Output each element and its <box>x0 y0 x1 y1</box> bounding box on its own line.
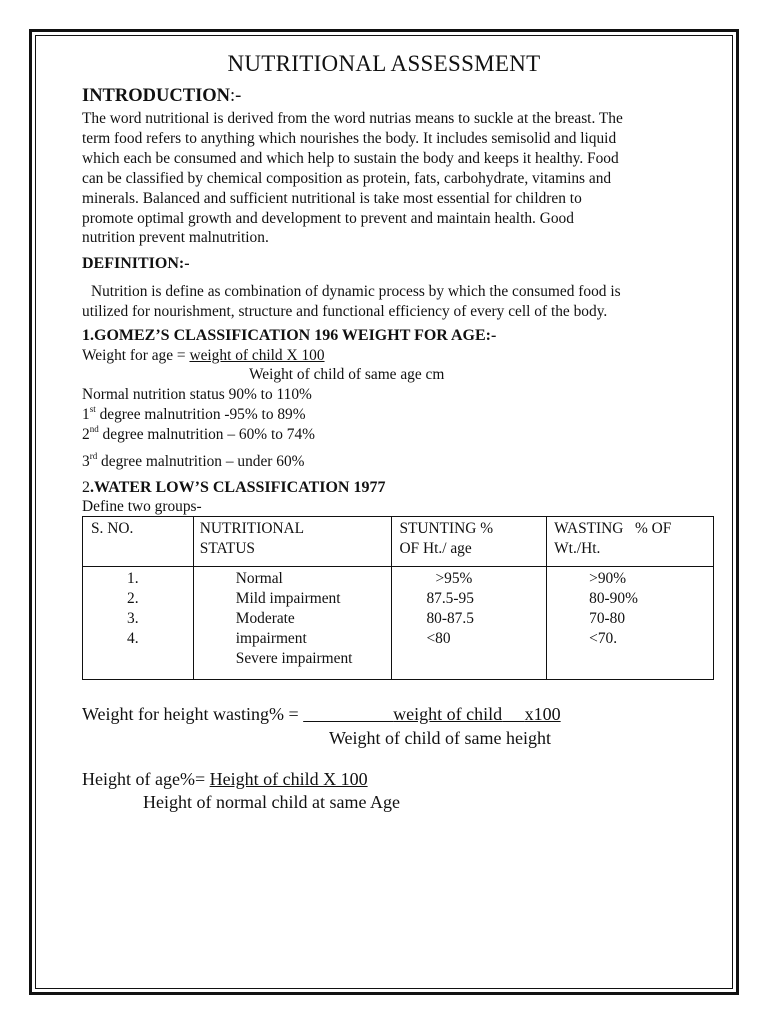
table-cell-stunting <box>392 567 547 680</box>
gomez-formula-denominator: Weight of child of same age cm <box>249 366 445 383</box>
gomez-second-sup: nd <box>89 424 99 434</box>
status-item: Mild impairment <box>235 590 341 607</box>
wasting-formula-gap <box>502 704 525 724</box>
introduction-line: The word nutritional is derived from the word nutrias means to suckle at the breast. The <box>82 110 623 127</box>
sno-item: 2. <box>127 590 139 607</box>
sno-item: 1. <box>127 570 139 587</box>
gomez-first-degree <box>82 406 306 424</box>
table-cell-status <box>193 567 392 680</box>
header-sno: S. NO. <box>91 520 134 537</box>
gomez-second-num: 2 <box>82 426 90 443</box>
introduction-line: promote optimal growth and development to prevent and maintain health. Good <box>82 209 574 227</box>
waterlow-table <box>82 516 714 680</box>
table-header-cell <box>392 517 547 567</box>
height-formula <box>82 769 368 790</box>
wasting-item: 70-80 <box>589 610 626 627</box>
gomez-second-text: degree malnutrition – 60% to 74% <box>98 426 315 443</box>
wasting-formula-numerator: weight of child <box>393 704 503 724</box>
table-header-cell <box>193 517 392 567</box>
gomez-formula <box>82 347 325 365</box>
introduction-line: minerals. Balanced and sufficient nutritional is take most essential for children to <box>82 189 582 207</box>
introduction-heading-text: INTRODUCTION <box>82 86 231 106</box>
definition-line: Nutrition is define as combination of dynamic process by which the consumed food is <box>91 283 621 300</box>
wasting-item: 80-90% <box>589 590 638 607</box>
gomez-third-text: degree malnutrition – under 60% <box>97 453 305 470</box>
wasting-formula-multiplier: x100 <box>524 704 561 724</box>
gomez-first-text: degree malnutrition -95% to 89% <box>95 406 306 423</box>
stunting-item: <80 <box>426 630 451 647</box>
height-formula-numerator: Height of child X 100 <box>209 769 368 789</box>
header-status-line2: STATUS <box>199 540 255 557</box>
gomez-first-num: 1 <box>82 406 90 423</box>
waterlow-heading-text: .WATER LOW’S CLASSIFICATION 1977 <box>90 479 386 496</box>
wasting-formula <box>82 704 561 725</box>
status-item: impairment <box>235 630 307 647</box>
status-item: Moderate <box>235 610 295 627</box>
stunting-item: 80-87.5 <box>426 610 474 627</box>
gomez-first-sup: st <box>89 404 96 414</box>
gomez-heading: 1.GOMEZ’S CLASSIFICATION 196 WEIGHT FOR AGE:- <box>82 327 497 344</box>
page-title: NUTRITIONAL ASSESSMENT <box>227 51 541 76</box>
gomez-third-degree <box>82 453 305 471</box>
waterlow-heading-num: 2 <box>82 479 90 496</box>
wasting-item: >90% <box>589 570 627 587</box>
header-stunting-line1: STUNTING % <box>399 520 494 537</box>
gomez-third-num: 3 <box>82 453 90 470</box>
header-wasting-line1: WASTING % OF <box>554 520 672 537</box>
height-formula-denominator: Height of normal child at same Age <box>143 792 400 812</box>
introduction-heading-suffix: :- <box>230 86 242 106</box>
gomez-formula-numerator: weight of child X 100 <box>189 347 325 364</box>
wasting-formula-prefix: Weight for height wasting% = <box>82 704 304 724</box>
introduction-heading <box>82 86 241 107</box>
table-header-cell <box>83 517 194 567</box>
definition-line: utilized for nourishment, structure and functional efficiency of every cell of the body. <box>82 302 608 320</box>
introduction-line: term food refers to anything which nourishes the body. It includes semisolid and liquid <box>82 129 617 147</box>
table-cell-wasting <box>547 567 714 680</box>
definition-heading: DEFINITION:- <box>82 255 190 272</box>
introduction-line: can be classified by chemical composition as protein, fats, carbohydrate, vitamins and <box>82 169 612 187</box>
status-item: Normal <box>235 570 283 587</box>
introduction-paragraph <box>82 109 722 248</box>
header-wasting-line2: Wt./Ht. <box>554 540 601 557</box>
gomez-second-degree <box>82 426 315 444</box>
gomez-third-sup: rd <box>89 451 98 461</box>
gomez-formula-prefix: Weight for age = <box>82 347 190 364</box>
stunting-item: >95% <box>435 570 473 587</box>
wasting-formula-denominator: Weight of child of same height <box>329 728 551 748</box>
wasting-formula-numerator-group <box>303 704 560 724</box>
gomez-normal: Normal nutrition status 90% to 110% <box>82 386 312 403</box>
introduction-line: which each be consumed and which help to sustain the body and keeps it healthy. Food <box>82 149 619 167</box>
table-cell-sno <box>83 567 194 680</box>
wasting-item: <70. <box>589 630 618 647</box>
waterlow-heading <box>82 479 385 497</box>
wasting-formula-pad-left <box>303 704 393 724</box>
introduction-line: nutrition prevent malnutrition. <box>82 229 269 247</box>
definition-paragraph <box>82 282 722 322</box>
status-item: Severe impairment <box>235 650 353 667</box>
table-header-row <box>83 517 714 567</box>
table-body-row <box>83 567 714 680</box>
table-header-cell <box>547 517 714 567</box>
sno-item: 4. <box>127 630 139 647</box>
header-status-line1: NUTRITIONAL <box>199 520 305 537</box>
sno-item: 3. <box>127 610 139 627</box>
stunting-item: 87.5-95 <box>426 590 474 607</box>
waterlow-define: Define two groups- <box>82 498 202 515</box>
height-formula-prefix: Height of age%= <box>82 769 210 789</box>
header-stunting-line2: OF Ht./ age <box>399 540 472 557</box>
